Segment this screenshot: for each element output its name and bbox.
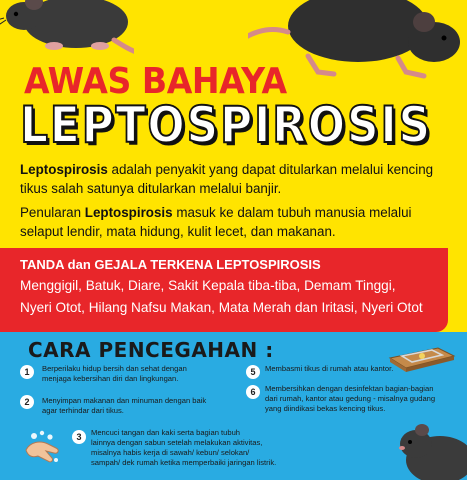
prevention-section xyxy=(0,332,467,480)
prevention-title: CARA PENCEGAHAN : xyxy=(28,338,274,362)
step-line: lainnya dengan sabun setelah melakukan aktivitas, xyxy=(91,438,263,447)
page-title: LEPTOSPIROSIS xyxy=(20,96,432,154)
step-number: 6 xyxy=(246,385,260,399)
symptoms-list-line: Menggigil, Batuk, Diare, Sakit Kepala tiba-tiba, Demam Tinggi, xyxy=(20,278,396,293)
step-line: Menyimpan makanan dan minuman dengan baik xyxy=(42,396,207,405)
rat-icon xyxy=(0,0,134,58)
prevention-step xyxy=(91,428,276,468)
step-line: sampah/ dek rumah ketika memperbaiki jaringan listrik. xyxy=(91,458,277,467)
step-line: menjaga kebersihan diri dan lingkungan. xyxy=(42,374,179,383)
step-line: Membasmi tikus di rumah atau kantor. xyxy=(265,364,394,373)
hand-washing-icon xyxy=(22,428,64,468)
term-leptospirosis: Leptospirosis xyxy=(84,205,173,220)
step-number: 2 xyxy=(20,395,34,409)
transmission-text-start: Penularan xyxy=(20,205,85,220)
step-number: 5 xyxy=(246,365,260,379)
term-leptospirosis: Leptospirosis xyxy=(20,162,108,177)
symptoms-banner xyxy=(0,248,448,332)
symptoms-list-line: Nyeri Otot, Hilang Nafsu Makan, Mata Merah dan Iritasi, Nyeri Otot xyxy=(20,300,423,315)
prevention-step xyxy=(42,396,206,416)
title-warning: AWAS BAHAYA xyxy=(24,61,287,102)
step-number: 1 xyxy=(20,365,34,379)
step-number: 3 xyxy=(72,430,86,444)
transmission-text: masuk ke dalam tubuh manusia melalui selaput lendir, mata hidung, kulit lecet, dan makanan. xyxy=(20,205,412,239)
step-line: Membersihkan dengan desinfektan bagian-bagian xyxy=(265,384,434,393)
transmission-paragraph xyxy=(20,203,450,241)
intro-text: adalah penyakit yang dapat ditularkan melalui kencing tikus salah satunya ditularkan melalui banjir. xyxy=(20,162,434,196)
step-line: agar terhindar dari tikus. xyxy=(42,406,124,415)
step-line: misalnya habis kerja di sawah/ kebun/ selokan/ xyxy=(91,448,250,457)
prevention-step xyxy=(42,364,187,384)
step-line: Berperilaku hidup bersih dan sehat dengan xyxy=(42,364,187,373)
prevention-step xyxy=(265,364,393,374)
symptoms-title: TANDA dan GEJALA TERKENA LEPTOSPIROSIS xyxy=(20,257,321,272)
step-line: Mencuci tangan dan kaki serta bagian tubuh xyxy=(91,428,241,437)
mouse-trap-icon xyxy=(384,336,458,374)
rat-icon xyxy=(396,418,467,480)
prevention-step xyxy=(265,384,435,414)
step-line: dari rumah, kantor atau gedung - misalnya gudang xyxy=(265,394,436,403)
step-line: yang diindikasi bekas kencing tikus. xyxy=(265,404,386,413)
intro-paragraph xyxy=(20,160,450,198)
